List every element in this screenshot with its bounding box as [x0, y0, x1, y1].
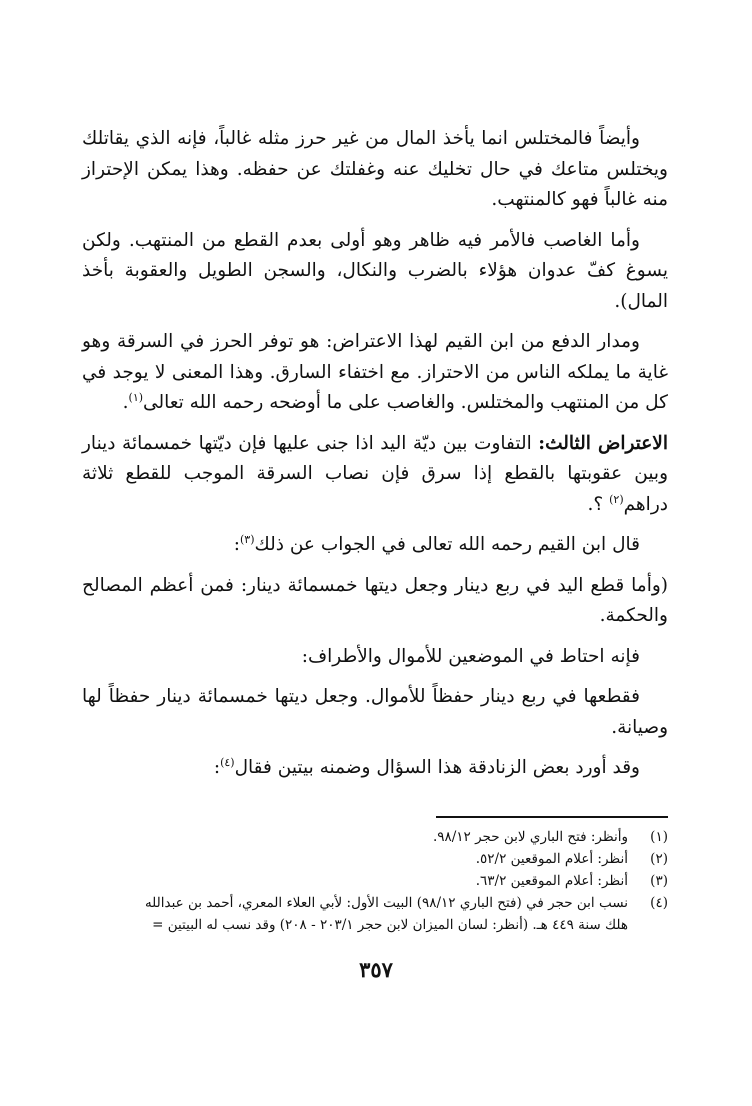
- footnote-ref-3[interactable]: (٣): [239, 532, 255, 546]
- footnote-4-continuation: هلك سنة ٤٤٩ هـ. (أنظر: لسان الميزان لابن حجر ٢٠٣/١ - ٢٠٨) وقد نسب له البيتين =: [152, 917, 628, 933]
- footnote-ref-2[interactable]: (٢): [609, 492, 624, 506]
- objection-heading: الاعتراض الثالث:: [538, 432, 668, 454]
- paragraph-2: وأما الغاصب فالأمر فيه ظاهر وهو أولى بعدم القطع من المنتهب. ولكن يسوغ كفّ عدوان هؤلاء بالضرب والنكال، والسجن الطويل والعقوبة بأخذ المال).: [82, 229, 668, 312]
- paragraph-8: فقطعها في ربع دينار حفظاً للأموال. وجعل ديتها خمسمائة دينار حفظاً لها وصيانة.: [82, 686, 668, 738]
- paragraph-1: وأيضاً فالمختلس انما يأخذ المال من غير حرز مثله غالباً، فإنه الذي يقاتلك ويختلس متاعك في حال تخليك عنه وغفلتك عن حفظه. وهذا يمكن الإحتراز منه غالباً فهو كالمنتهب.: [82, 128, 668, 210]
- footnote-2: (٢)أنظر: أعلام الموقعين ٥٢/٢.: [475, 851, 668, 867]
- paragraph-9: وقد أورد بعض الزنادقة هذا السؤال وضمنه بيتين فقال$^{(٤)}$:: [213, 755, 640, 778]
- paragraph-6: (وأما قطع اليد في ربع دينار وجعل ديتها خمسمائة دينار: فمن أعظم المصالح والحكمة.: [82, 574, 668, 626]
- paragraph-4: الاعتراض الثالث: التفاوت بين ديّة اليد اذا جنى عليها فإن ديّتها خمسمائة دينار وبين عقوبتها بالقطع إذا سرق فإن نصاب السرقة الموجب للقطع ثلاثة دراهم$^{(٢)}$ ؟.: [82, 432, 668, 515]
- paragraph-3: ومدار الدفع من ابن القيم لهذا الاعتراض: هو توفر الحرز في السرقة وهو غاية ما يملكه الناس من الاحتراز. مع اختفاء السارق. وهذا المعنى لا يوجد في كل من المنتهب والمختلس. والغاصب على ما أوضحه رحمه الله تعالى$^{(١)}$.: [82, 331, 668, 413]
- footnote-ref-1[interactable]: (١): [128, 390, 144, 404]
- page-number: ٣٥٧: [359, 957, 393, 982]
- footnote-divider: [436, 816, 668, 818]
- footnote-1: (١)وأنظر: فتح الباري لابن حجر ٩٨/١٢.: [432, 829, 668, 845]
- footnote-ref-4[interactable]: (٤): [220, 755, 235, 769]
- paragraph-5: قال ابن القيم رحمه الله تعالى في الجواب عن ذلك$^{(٣)}$:: [233, 532, 640, 555]
- paragraph-7: فإنه احتاط في الموضعين للأموال والأطراف:: [301, 645, 640, 667]
- footnotes: [82, 826, 668, 936]
- footnote-4: (٤)نسب ابن حجر في (فتح الباري ٩٨/١٢) البيت الأول: لأبي العلاء المعري، أحمد بن عبدالله: [144, 895, 668, 911]
- footnote-3: (٣)أنظر: أعلام الموقعين ٦٣/٢.: [475, 873, 668, 889]
- main-text: [82, 124, 668, 794]
